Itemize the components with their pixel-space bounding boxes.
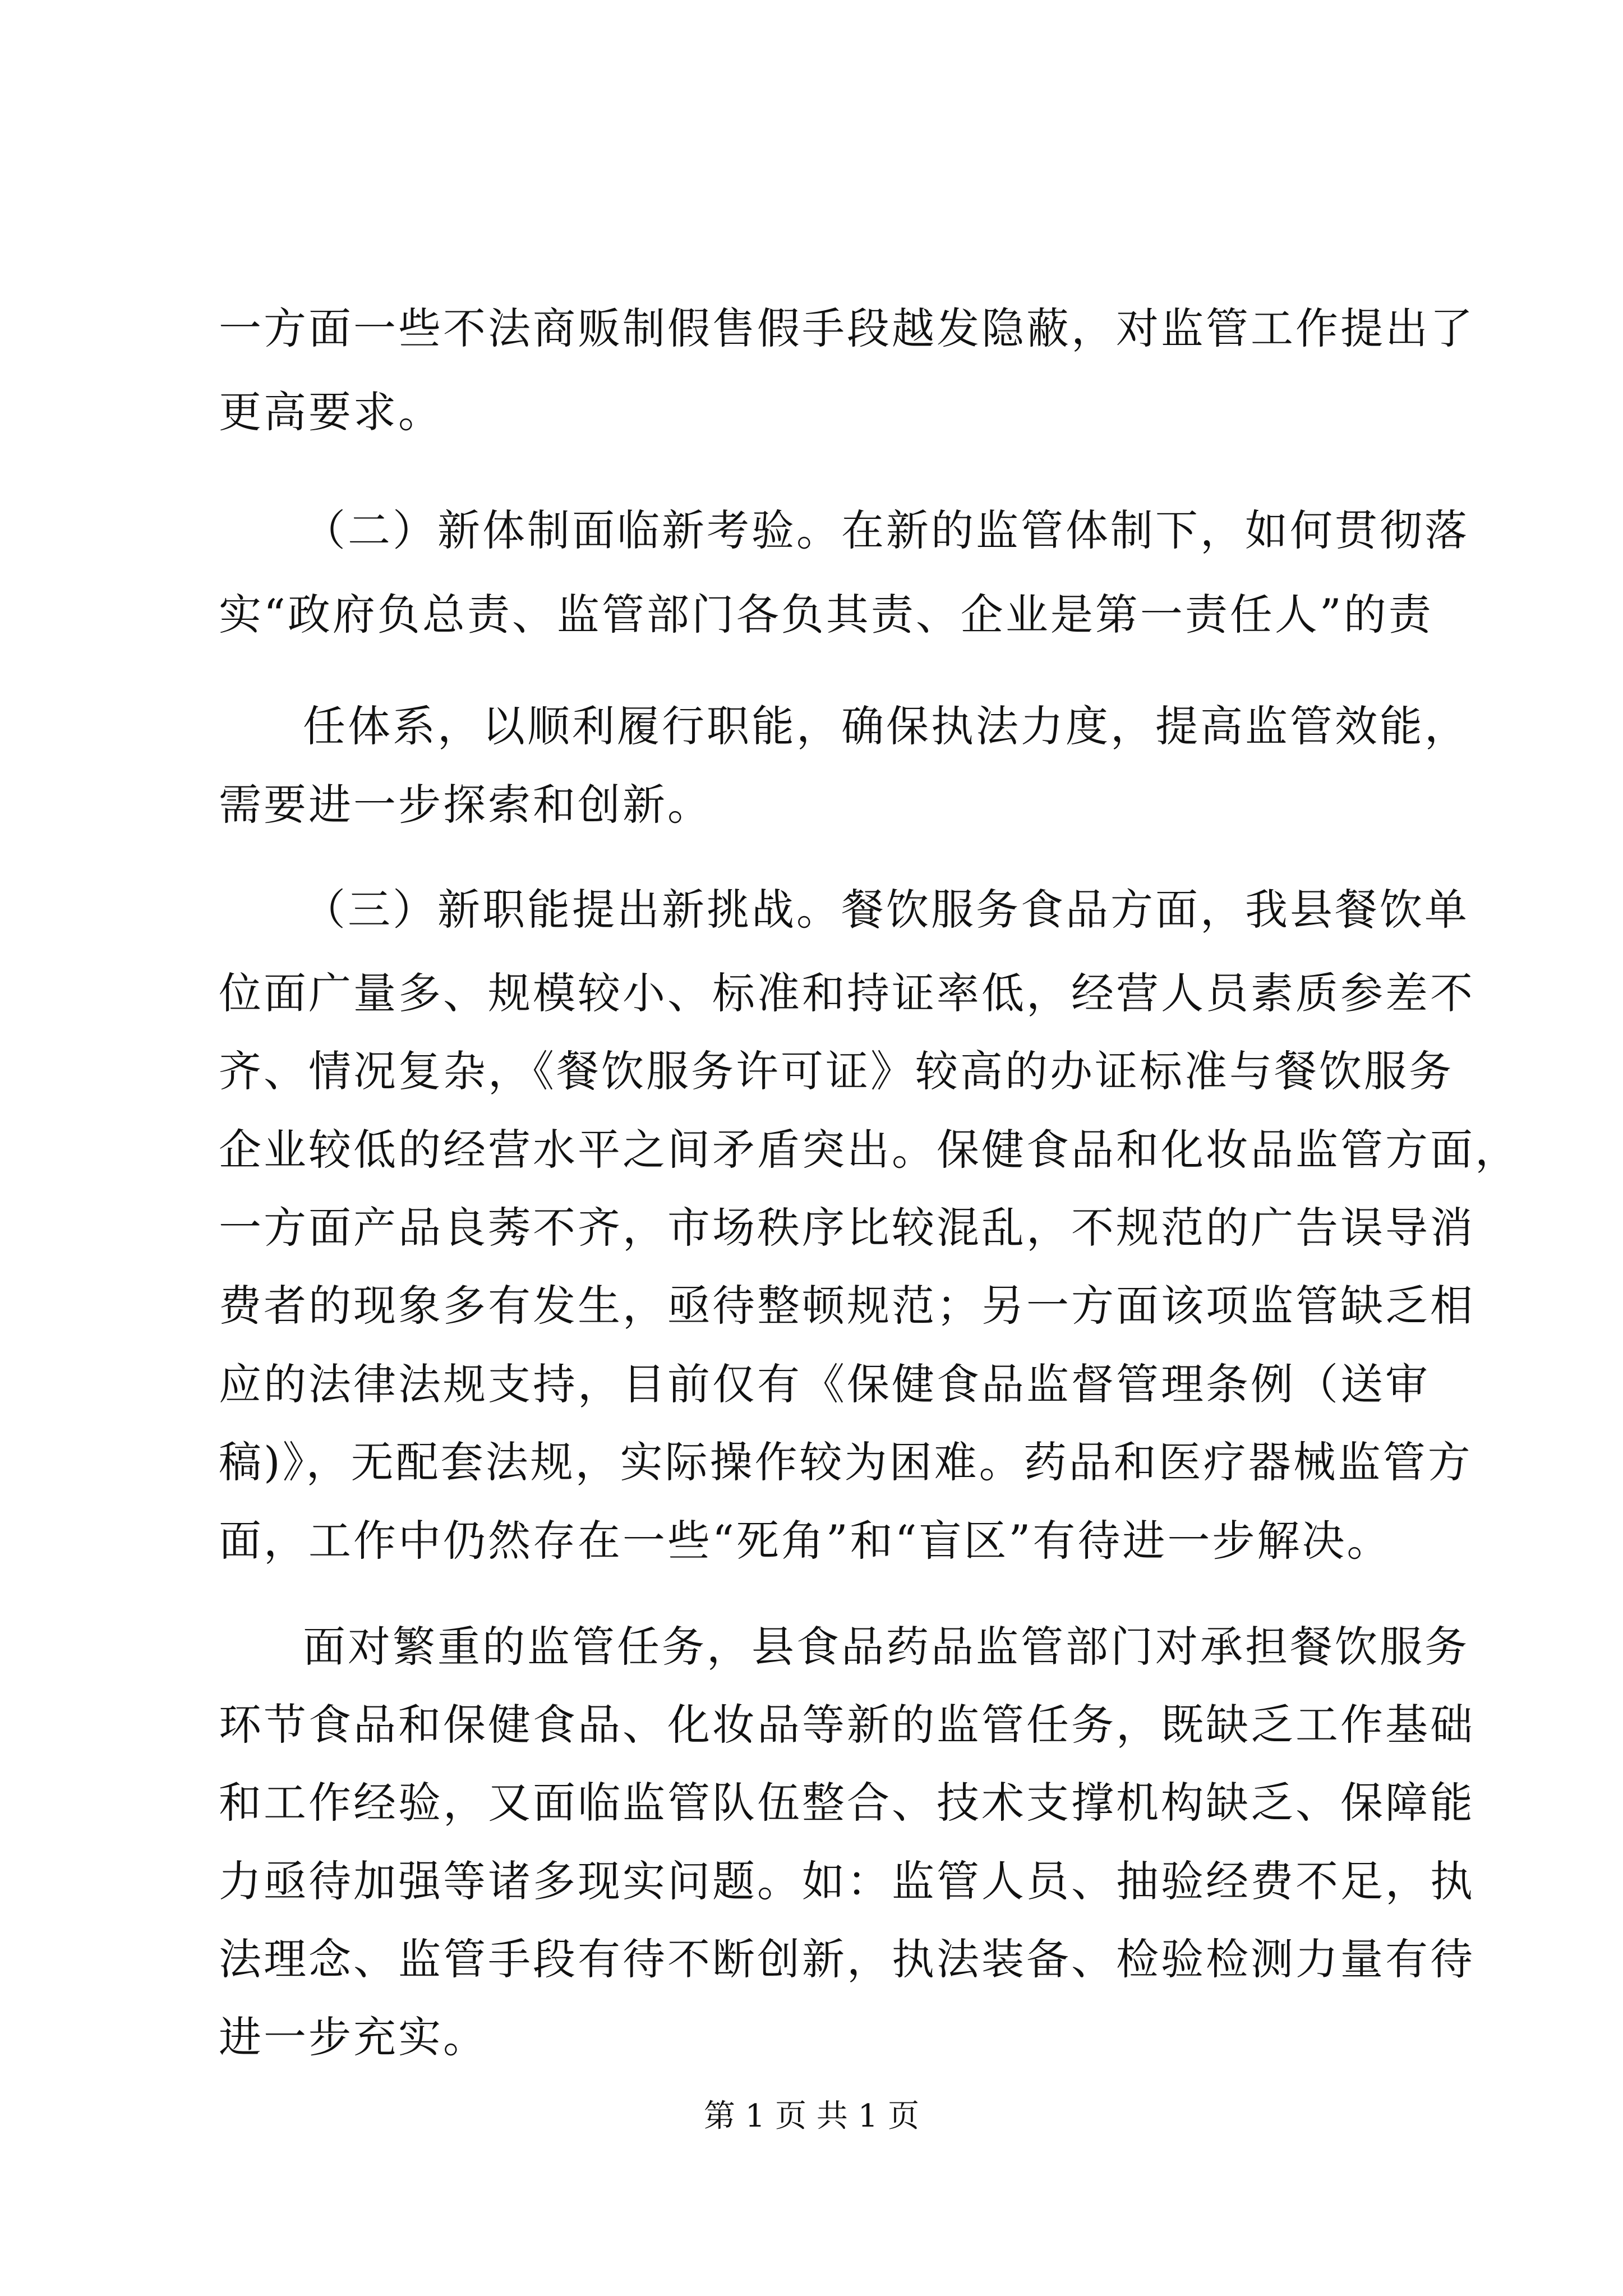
body-text-line: 法理念、监管手段有待不断创新，执法装备、检验检测力量有待 bbox=[219, 1934, 1475, 1984]
body-text-line: 力亟待加强等诸多现实问题。如：监管人员、抽验经费不足，执 bbox=[219, 1856, 1475, 1906]
body-text-line: （三）新职能提出新挑战。餐饮服务食品方面，我县餐饮单 bbox=[303, 885, 1469, 935]
page-footer: 第 1 页 共 1 页 bbox=[703, 2098, 920, 2134]
body-text-line: 面对繁重的监管任务，县食品药品监管部门对承担餐饮服务 bbox=[303, 1622, 1469, 1672]
body-text-line: 需要进一步探索和创新。 bbox=[219, 780, 712, 830]
body-text-line: 一方面产品良莠不齐，市场秩序比较混乱，不规范的广告误导消 bbox=[219, 1203, 1475, 1253]
body-text-line: 和工作经验，又面临监管队伍整合、技术支撑机构缺乏、保障能 bbox=[219, 1778, 1475, 1828]
body-text-line: 稿)》，无配套法规，实际操作较为困难。药品和医疗器械监管方 bbox=[219, 1437, 1473, 1487]
body-text-line: 实“政府负总责、监管部门各负其责、企业是第一责任人”的责 bbox=[219, 590, 1433, 639]
body-text-line: （二）新体制面临新考验。在新的监管体制下，如何贯彻落 bbox=[303, 505, 1469, 555]
body-text-line: 进一步充实。 bbox=[219, 2012, 488, 2062]
body-text-line: 面，工作中仍然存在一些“死角”和“盲区”有待进一步解决。 bbox=[219, 1516, 1392, 1566]
body-text-line: 环节食品和保健食品、化妆品等新的监管任务，既缺乏工作基础 bbox=[219, 1700, 1475, 1750]
body-text-line: 更高要求。 bbox=[219, 387, 443, 437]
body-text-line: 费者的现象多有发生，亟待整顿规范；另一方面该项监管缺乏相 bbox=[219, 1281, 1475, 1331]
body-text-line: 一方面一些不法商贩制假售假手段越发隐蔽，对监管工作提出了 bbox=[219, 303, 1475, 353]
body-text-line: 任体系，以顺利履行职能，确保执法力度，提高监管效能， bbox=[303, 701, 1469, 751]
body-text-line: 齐、情况复杂，《餐饮服务许可证》较高的办证标准与餐饮服务 bbox=[219, 1046, 1454, 1096]
body-text-line: 应的法律法规支持，目前仅有《保健食品监督管理条例（送审 bbox=[219, 1359, 1430, 1409]
body-text-line: 企业较低的经营水平之间矛盾突出。保健食品和化妆品监管方面， bbox=[219, 1125, 1520, 1175]
body-text-line: 位面广量多、规模较小、标准和持证率低，经营人员素质参差不 bbox=[219, 968, 1475, 1018]
